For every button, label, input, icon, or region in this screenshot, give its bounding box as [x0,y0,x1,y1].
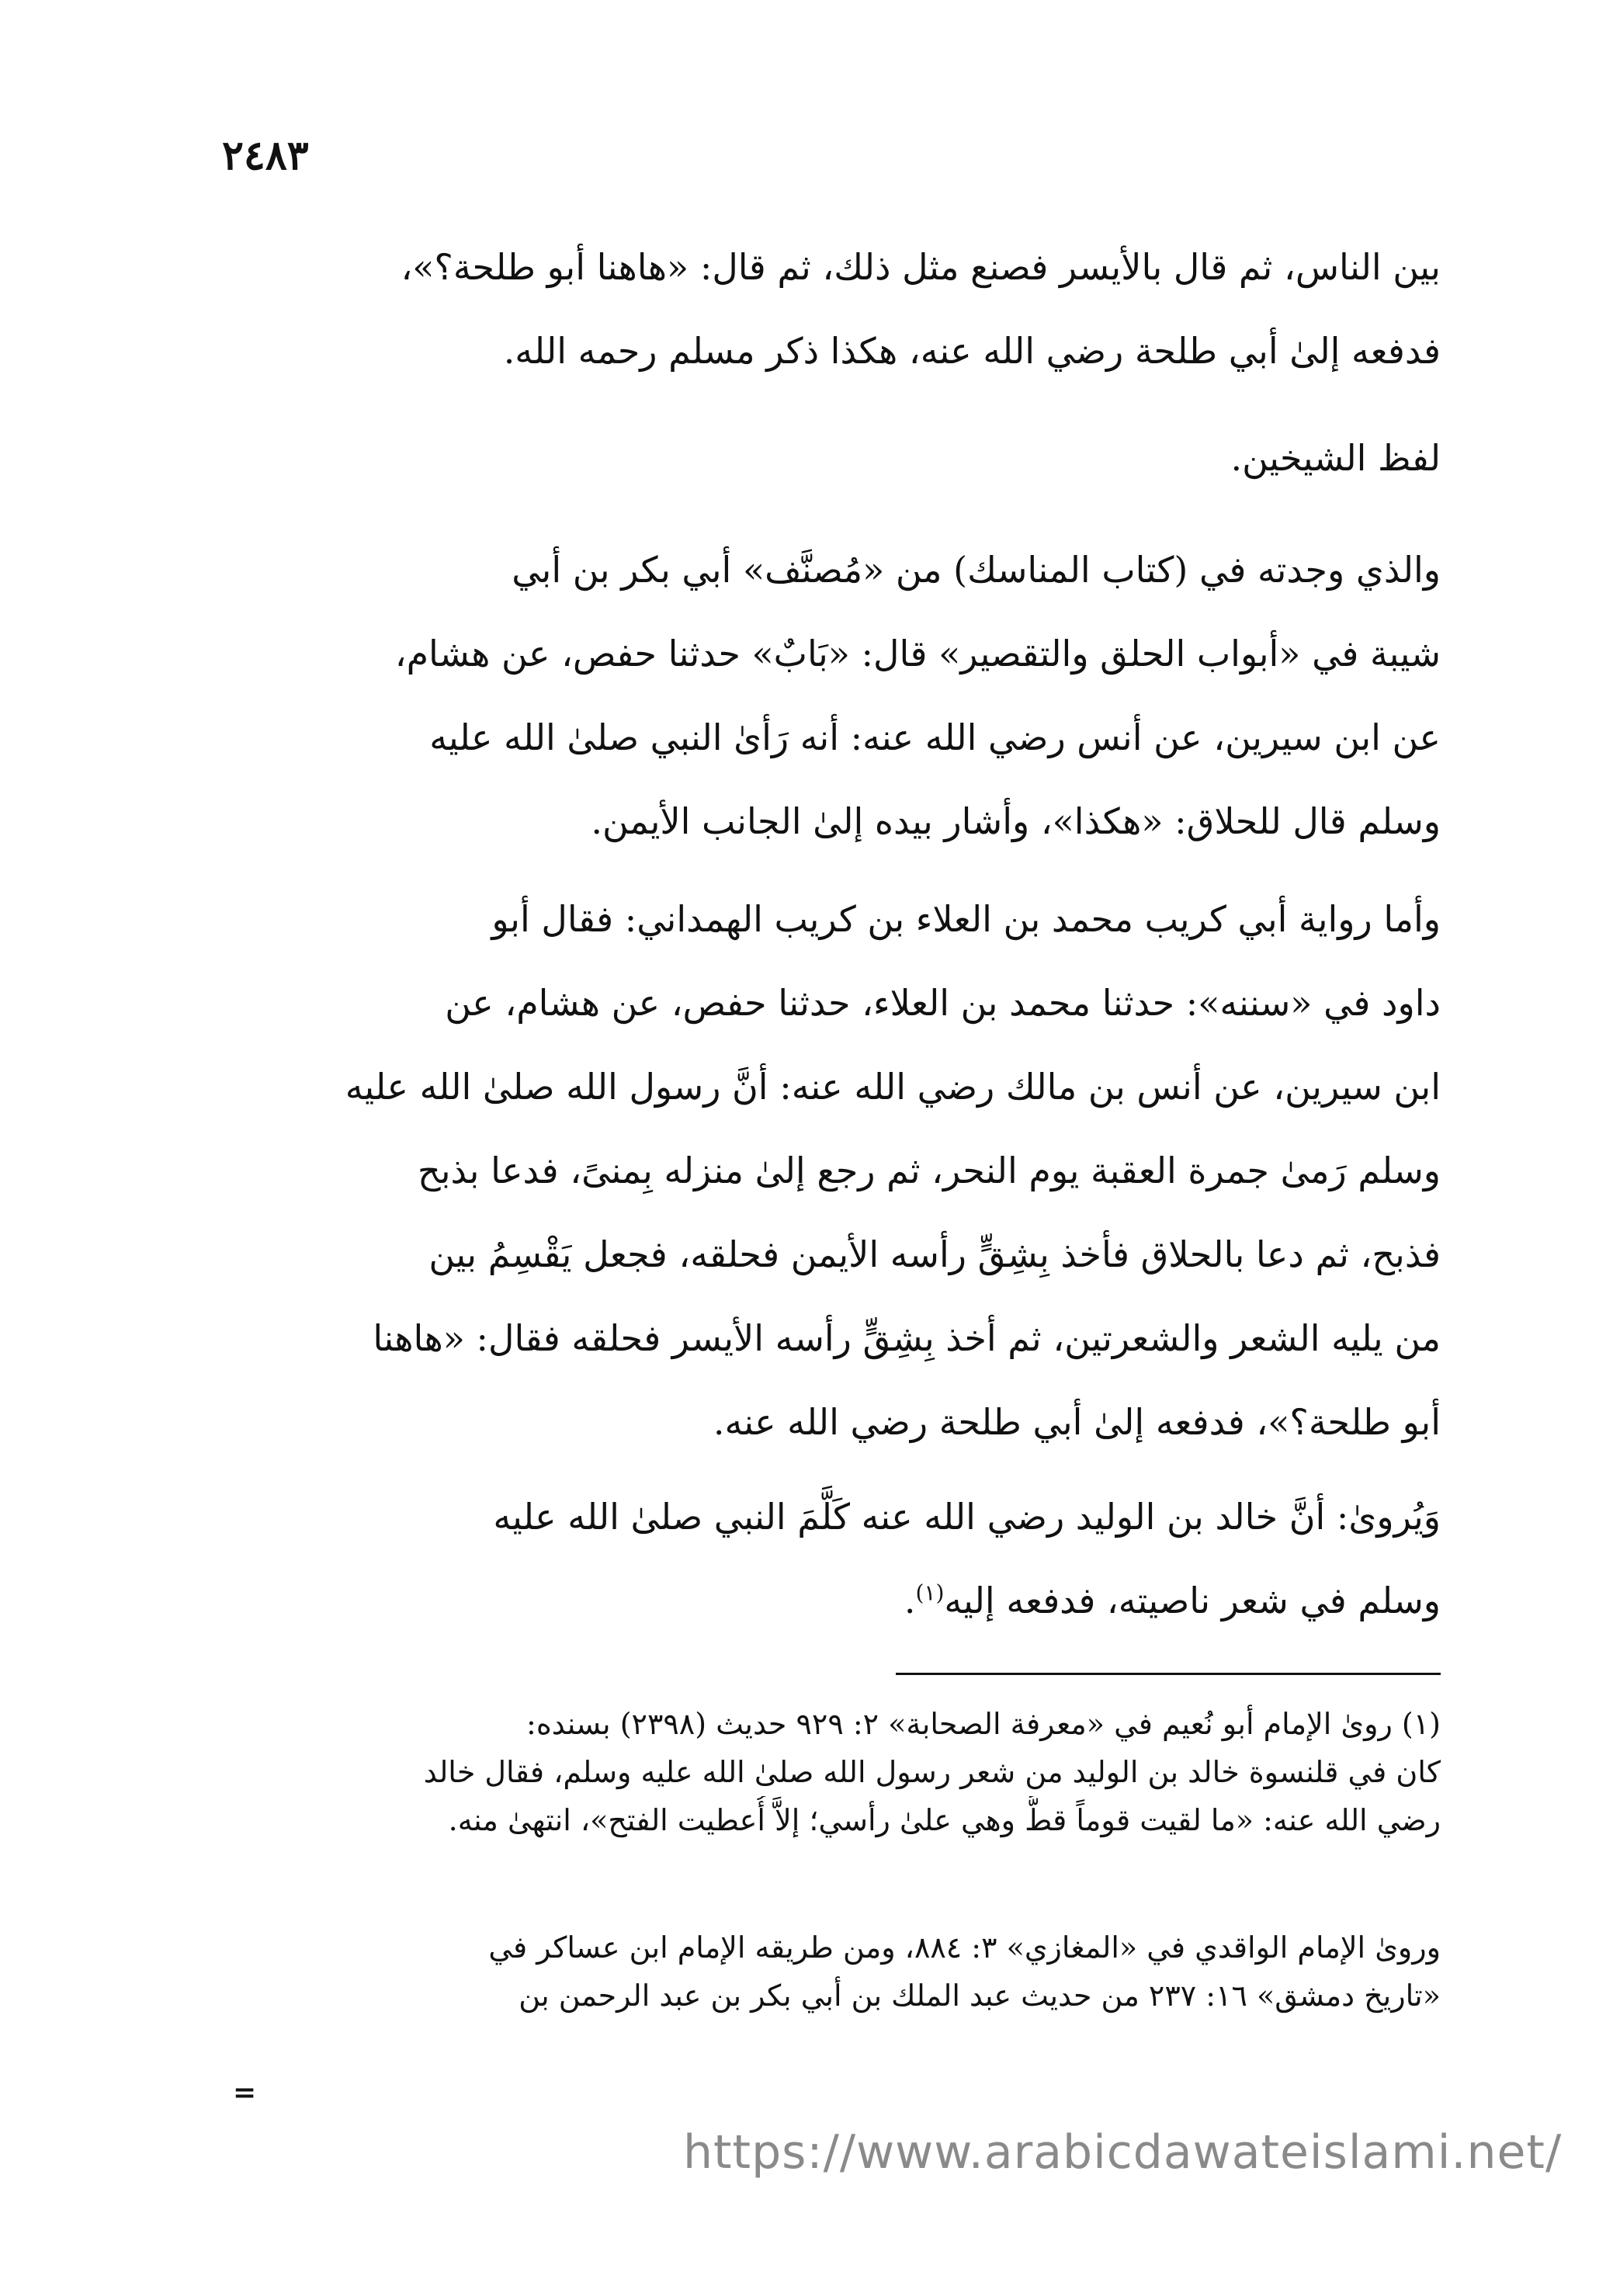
continuation-mark: = [233,2076,257,2109]
text-line: وسلم قال للحلاق: «هكذا»، وأشار بيده إلىٰ الجانب الأيمن. [591,800,1441,842]
end-mark: . [904,1580,916,1621]
paragraph-4 [230,877,1441,1464]
footnote-line: رضي الله عنه: «ما لقيت قوماً قطُّ وهي علىٰ رأسي؛ إلاَّ أُعطيت الفتح»، انتهىٰ منه. [448,1803,1441,1837]
text-line-content: وسلم في شعر ناصيته، فدفعه إليه [944,1580,1441,1621]
text-line: بين الناس، ثم قال بالأيسر فصنع مثل ذلك، ثم قال: «هاهنا أبو طلحة؟»، [401,246,1441,288]
watermark-url: https://www.arabicdawateislami.net/ [683,2125,1563,2180]
text-line: لفظ الشيخين. [1230,437,1441,479]
text-line: من يليه الشعر والشعرتين، ثم أخذ بِشِقٍّ رأسه الأيسر فحلقه فقال: «هاهنا [373,1317,1441,1359]
text-line [230,1559,1441,1642]
text-line: داود في «سننه»: حدثنا محمد بن العلاء، حدثنا حفص، عن هشام، عن [445,982,1441,1024]
text-line: شيبة في «أبواب الحلق والتقصير» قال: «بَابٌ» حدثنا حفص، عن هشام، [394,633,1441,675]
paragraph-3 [230,528,1441,863]
paragraph-5 [230,1475,1441,1642]
text-line: عن ابن سيرين، عن أنس رضي الله عنه: أنه رَأىٰ النبي صلىٰ الله عليه [429,716,1441,758]
footnote-1-continued [230,1923,1441,2020]
text-line: وسلم رَمىٰ جمرة العقبة يوم النحر، ثم رجع إلىٰ منزله بِمنىً، فدعا بذبح [418,1150,1441,1191]
paragraph-2 [230,416,1441,500]
text-line: وَيُروىٰ: أنَّ خالد بن الوليد رضي الله عنه كَلَّمَ النبي صلىٰ الله عليه [493,1496,1441,1538]
page-number: ٢٤٨٣ [222,132,309,179]
footnote-ref[interactable]: (١) [915,1580,945,1606]
text-line: أبو طلحة؟»، فدفعه إلىٰ أبي طلحة رضي الله عنه. [713,1401,1441,1443]
text-line: والذي وجدته في (كتاب المناسك) من «مُصنَّف» أبي بكر بن أبي [512,549,1441,591]
text-line: فذبح، ثم دعا بالحلاق فأخذ بِشِقٍّ رأسه الأيمن فحلقه، فجعل يَقْسِمُ بين [428,1233,1441,1275]
text-line: وأما رواية أبي كريب محمد بن العلاء بن كريب الهمداني: فقال أبو [491,898,1441,940]
text-line: ابن سيرين، عن أنس بن مالك رضي الله عنه: أنَّ رسول الله صلىٰ الله عليه [345,1066,1441,1108]
text-line: فدفعه إلىٰ أبي طلحة رضي الله عنه، هكذا ذكر مسلم رحمه الله. [503,330,1441,372]
footnote-line: (١) روىٰ الإمام أبو نُعيم في «معرفة الصحابة» ٢: ٩٢٩ حديث (٢٣٩٨) بسنده: [526,1707,1441,1741]
footnote-line: وروىٰ الإمام الواقدي في «المغازي» ٣: ٨٨٤، ومن طريقه الإمام ابن عساكر في [488,1930,1441,1965]
footnote-1 [230,1700,1441,1844]
footnote-line: كان في قلنسوة خالد بن الوليد من شعر رسول الله صلىٰ الله عليه وسلم، فقال خالد [423,1755,1441,1789]
footnote-line: «تاريخ دمشق» ١٦: ٢٣٧ من حديث عبد الملك بن أبي بكر بن عبد الرحمن بن [519,1979,1441,2013]
paragraph-1 [230,225,1441,393]
footnote-divider [896,1673,1441,1675]
